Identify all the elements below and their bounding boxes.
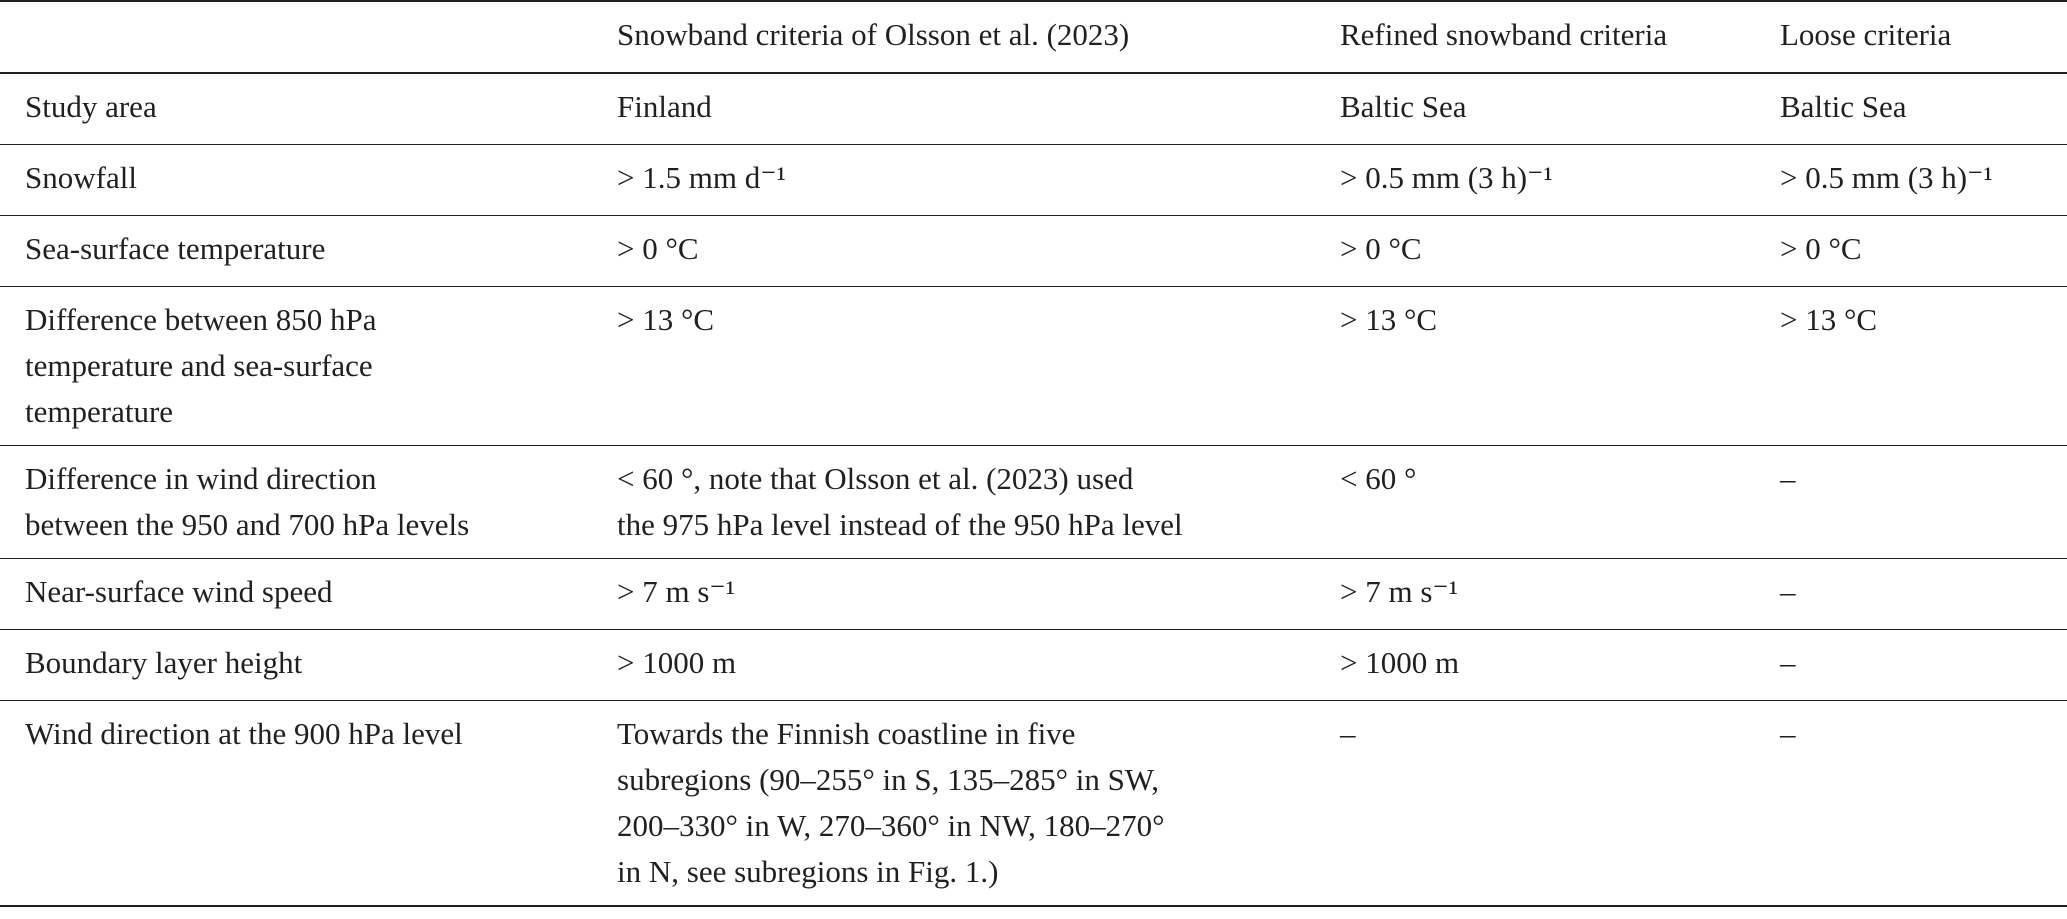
criterion-cell: Boundary layer height: [25, 645, 303, 680]
table-row: [0, 216, 2067, 287]
refined-cell: > 0.5 mm (3 h)⁻¹: [1340, 160, 1553, 195]
table-row: [0, 559, 2067, 630]
loose-cell: > 0 °C: [1780, 231, 1862, 266]
loose-cell: Baltic Sea: [1780, 89, 1907, 124]
refined-cell: Baltic Sea: [1340, 89, 1467, 124]
table-row: [0, 630, 2067, 701]
olsson-cell: > 13 °C: [617, 302, 715, 337]
criterion-cell: Snowfall: [25, 160, 137, 195]
loose-cell: > 0.5 mm (3 h)⁻¹: [1780, 160, 1993, 195]
refined-cell: > 0 °C: [1340, 231, 1422, 266]
loose-cell: –: [1780, 645, 1796, 680]
olsson-cell: > 1.5 mm d⁻¹: [617, 160, 786, 195]
header-olsson-criteria: Snowband criteria of Olsson et al. (2023): [617, 17, 1130, 52]
table-row: [0, 287, 2067, 446]
criterion-cell: Sea-surface temperature: [25, 231, 326, 266]
olsson-cell: Towards the Finnish coastline in five subregions (90–255° in S, 135–285° in SW, 200–330° in W, 270–360° in NW, 180–270° in N, see subregions in Fig. 1.): [617, 716, 1165, 889]
criterion-cell: Near-surface wind speed: [25, 574, 333, 609]
table-row: [0, 73, 2067, 145]
refined-cell: > 13 °C: [1340, 302, 1438, 337]
olsson-cell: > 0 °C: [617, 231, 699, 266]
loose-cell: –: [1780, 574, 1796, 609]
table-row: [0, 701, 2067, 907]
olsson-cell: > 7 m s⁻¹: [617, 574, 736, 609]
header-row: [0, 1, 2067, 73]
table-body: [0, 73, 2067, 906]
loose-cell: > 13 °C: [1780, 302, 1878, 337]
olsson-cell: < 60 °, note that Olsson et al. (2023) used the 975 hPa level instead of the 950 hPa level: [617, 461, 1183, 542]
olsson-cell: > 1000 m: [617, 645, 737, 680]
header-criterion: [0, 1, 592, 73]
refined-cell: > 1000 m: [1340, 645, 1460, 680]
refined-cell: < 60 °: [1340, 461, 1417, 496]
table-header: [0, 1, 2067, 73]
criterion-cell: Difference between 850 hPa temperature and sea-surface temperature: [25, 302, 377, 429]
header-loose-criteria: Loose criteria: [1780, 17, 1952, 52]
criterion-cell: Difference in wind direction between the 950 and 700 hPa levels: [25, 461, 470, 542]
olsson-cell: Finland: [617, 89, 712, 124]
loose-cell: –: [1780, 716, 1796, 751]
criterion-cell: Study area: [25, 89, 157, 124]
table-row: [0, 145, 2067, 216]
refined-cell: –: [1340, 716, 1356, 751]
loose-cell: –: [1780, 461, 1796, 496]
table-row: [0, 446, 2067, 559]
criterion-cell: Wind direction at the 900 hPa level: [25, 716, 463, 751]
header-refined-criteria: Refined snowband criteria: [1340, 17, 1668, 52]
refined-cell: > 7 m s⁻¹: [1340, 574, 1459, 609]
